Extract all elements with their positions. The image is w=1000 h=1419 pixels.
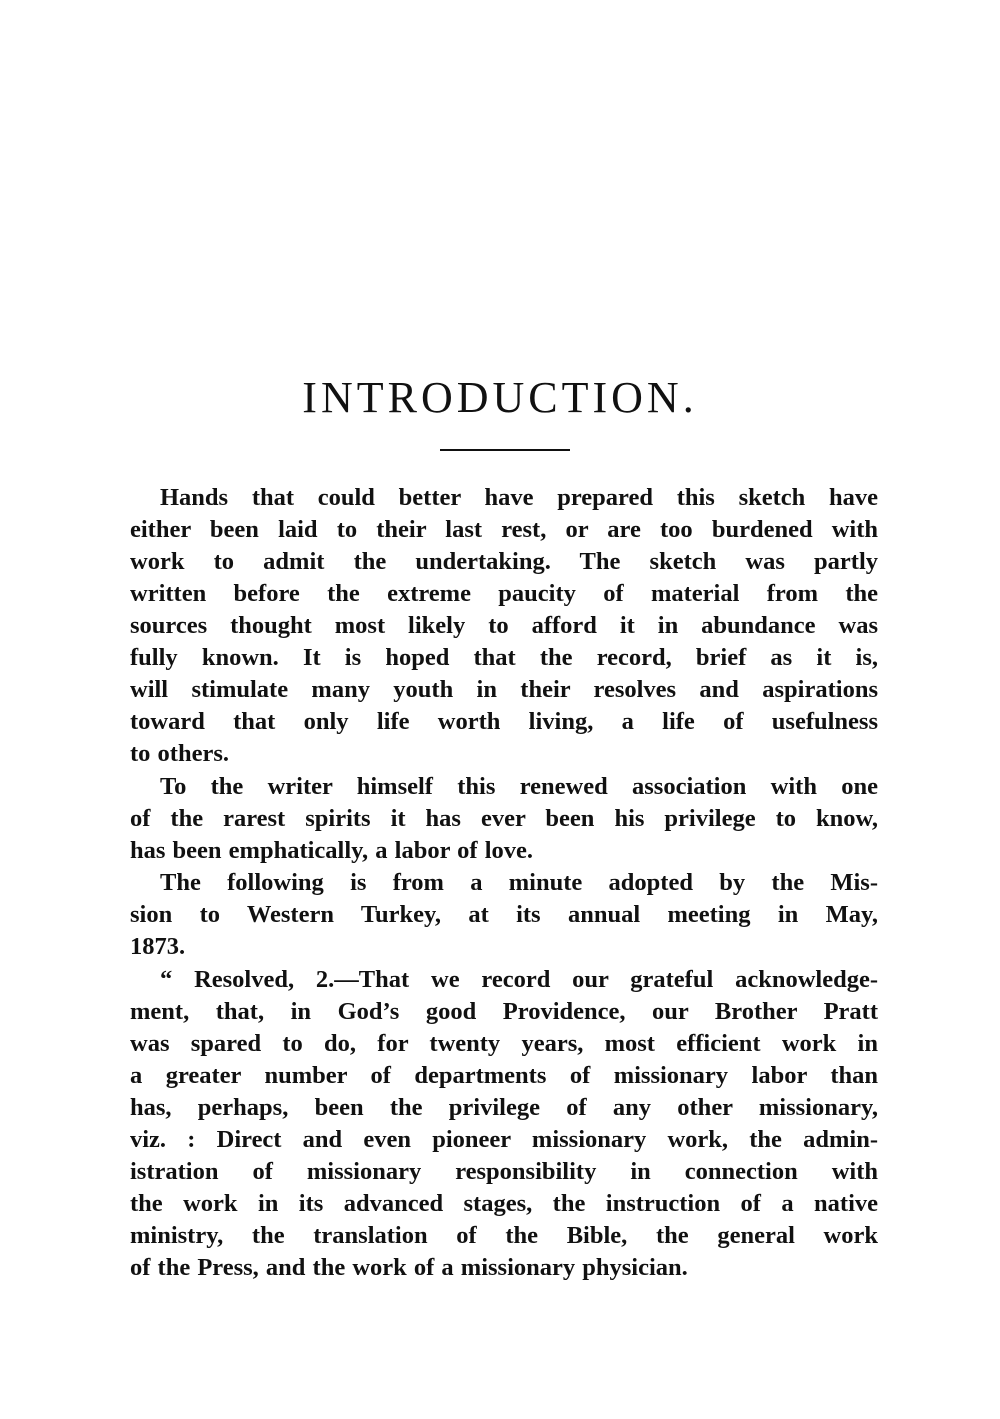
title-divider [440, 449, 570, 451]
page-title: INTRODUCTION. [302, 373, 698, 422]
text-line: will stimulate many youth in their resolves and aspirations [130, 676, 878, 703]
text-line: ministry, the translation of the Bible, the general work [130, 1221, 878, 1249]
text-line: a greater number of departments of missionary labor than [130, 1061, 878, 1089]
paragraph-4 [130, 964, 878, 1284]
text-line: the work in its advanced stages, the instruction of a native [130, 1189, 878, 1217]
text-line: either been laid to their last rest, or are too burdened with [130, 516, 878, 543]
body-text [130, 482, 878, 1284]
text-line: of the Press, and the work of a missionary physician. [130, 1253, 688, 1281]
text-line: istration of missionary responsibility in connection with [130, 1157, 878, 1185]
text-line: 1873. [130, 933, 186, 960]
text-line: was spared to do, for twenty years, most efficient work in [130, 1029, 878, 1057]
text-line: The following is from a minute adopted by the Mis- [160, 869, 878, 896]
text-line: viz. : Direct and even pioneer missionary work, the admin- [130, 1125, 878, 1153]
text-line: of the rarest spirits it has ever been his privilege to know, [130, 804, 878, 832]
text-line: written before the extreme paucity of material from the [130, 580, 878, 607]
paragraph-3 [130, 867, 878, 963]
text-line: has, perhaps, been the privilege of any other missionary, [130, 1093, 878, 1121]
text-line: ment, that, in God’s good Providence, our Brother Pratt [130, 997, 878, 1025]
text-line: work to admit the undertaking. The sketch was partly [130, 548, 878, 575]
text-line: “ Resolved, 2.—That we record our grateful acknowledge- [160, 965, 878, 993]
paragraph-1 [130, 482, 878, 770]
text-line: To the writer himself this renewed association with one [160, 772, 878, 800]
text-line: sion to Western Turkey, at its annual meeting in May, [130, 901, 878, 928]
text-line: Hands that could better have prepared this sketch have [160, 484, 878, 511]
text-line: to others. [130, 740, 229, 767]
text-line: sources thought most likely to afford it in abundance was [130, 612, 878, 639]
paragraph-2 [130, 771, 878, 867]
text-line: toward that only life worth living, a life of usefulness [130, 708, 878, 735]
text-line: fully known. It is hoped that the record, brief as it is, [130, 644, 878, 671]
text-line: has been emphatically, a labor of love. [130, 836, 534, 864]
